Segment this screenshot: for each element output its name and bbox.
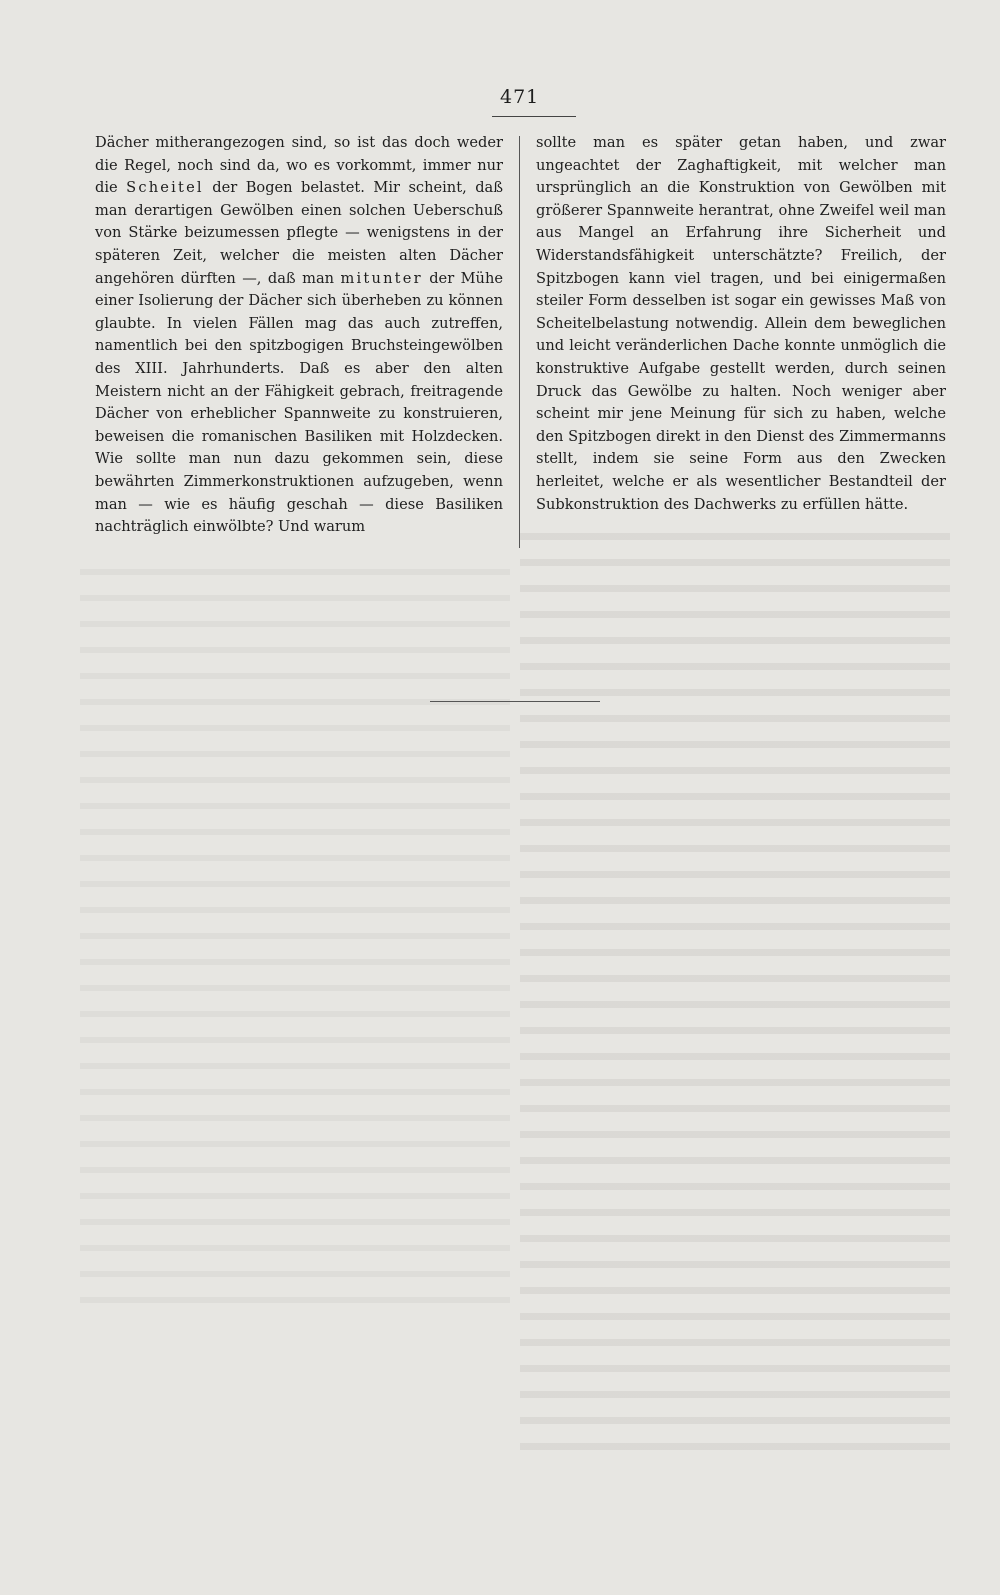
bleed-through-left — [80, 555, 510, 1315]
bleed-through-right — [520, 520, 950, 1450]
emphasis-scheitel: Scheitel — [126, 179, 204, 197]
section-end-rule — [430, 701, 600, 702]
right-column — [536, 132, 946, 516]
left-column-paragraph — [95, 132, 503, 539]
column-divider — [519, 136, 520, 548]
left-column — [95, 132, 503, 539]
header-rule — [492, 116, 576, 117]
left-text-part-3: der Mühe einer Isolierung der Dächer sich überheben zu können glaubte. In vielen Fällen mag das auch zutreffen, namentlich bei den spitzbogigen Bruchsteingewölben des XIII. Jahrhunderts. Daß es aber den alten Meistern nicht an der Fähigkeit gebrach, freitragende Dächer von erheblicher Spannweite zu konstruieren, beweisen die romanischen Basiliken mit Holzdecken. Wie sollte man nun dazu gekommen sein, diese bewährten Zimmerkonstruktionen aufzugeben, wenn man — wie es häufig geschah — diese Basiliken nachträglich einwölbte? Und warum — [95, 269, 503, 536]
left-text-part-2: der Bogen belastet. Mir scheint, daß man derartigen Gewölben einen solchen Ueberschuß von Stärke beizumessen pflegte — wenigstens in der späteren Zeit, welcher die meisten alten Dächer angehören dürften —, daß man — [95, 179, 503, 287]
page-number: 471 — [500, 86, 540, 108]
right-column-paragraph: sollte man es später getan haben, und zwar ungeachtet der Zaghaftigkeit, mit welcher man ursprünglich an die Konstruktion von Gewölben mit größerer Spannweite herantrat, ohne Zweifel weil man aus Mangel an Erfahrung ihre Sicherheit und Widerstandsfähigkeit unterschätzte? Freilich, der Spitzbogen kann viel tragen, und bei einigermaßen steiler Form desselben ist sogar ein gewisses Maß von Scheitelbelastung notwendig. Allein dem beweglichen und leicht veränderlichen Dache konnte unmöglich die konstruktive Aufgabe gestellt werden, durch seinen Druck das Gewölbe zu halten. Noch weniger aber scheint mir jene Meinung für sich zu haben, welche den Spitzbogen direkt in den Dienst des Zimmermanns stellt, indem sie seine Form aus den Zwecken herleitet, welche er als wesentlicher Bestandteil der Subkonstruktion des Dachwerks zu erfüllen hätte. — [536, 134, 946, 513]
emphasis-mitunter: mitunter — [340, 269, 423, 287]
left-text-part-1: Dächer mitherangezogen sind, so ist das doch weder die Regel, noch sind da, wo es vorkommt, immer nur die — [95, 134, 503, 197]
